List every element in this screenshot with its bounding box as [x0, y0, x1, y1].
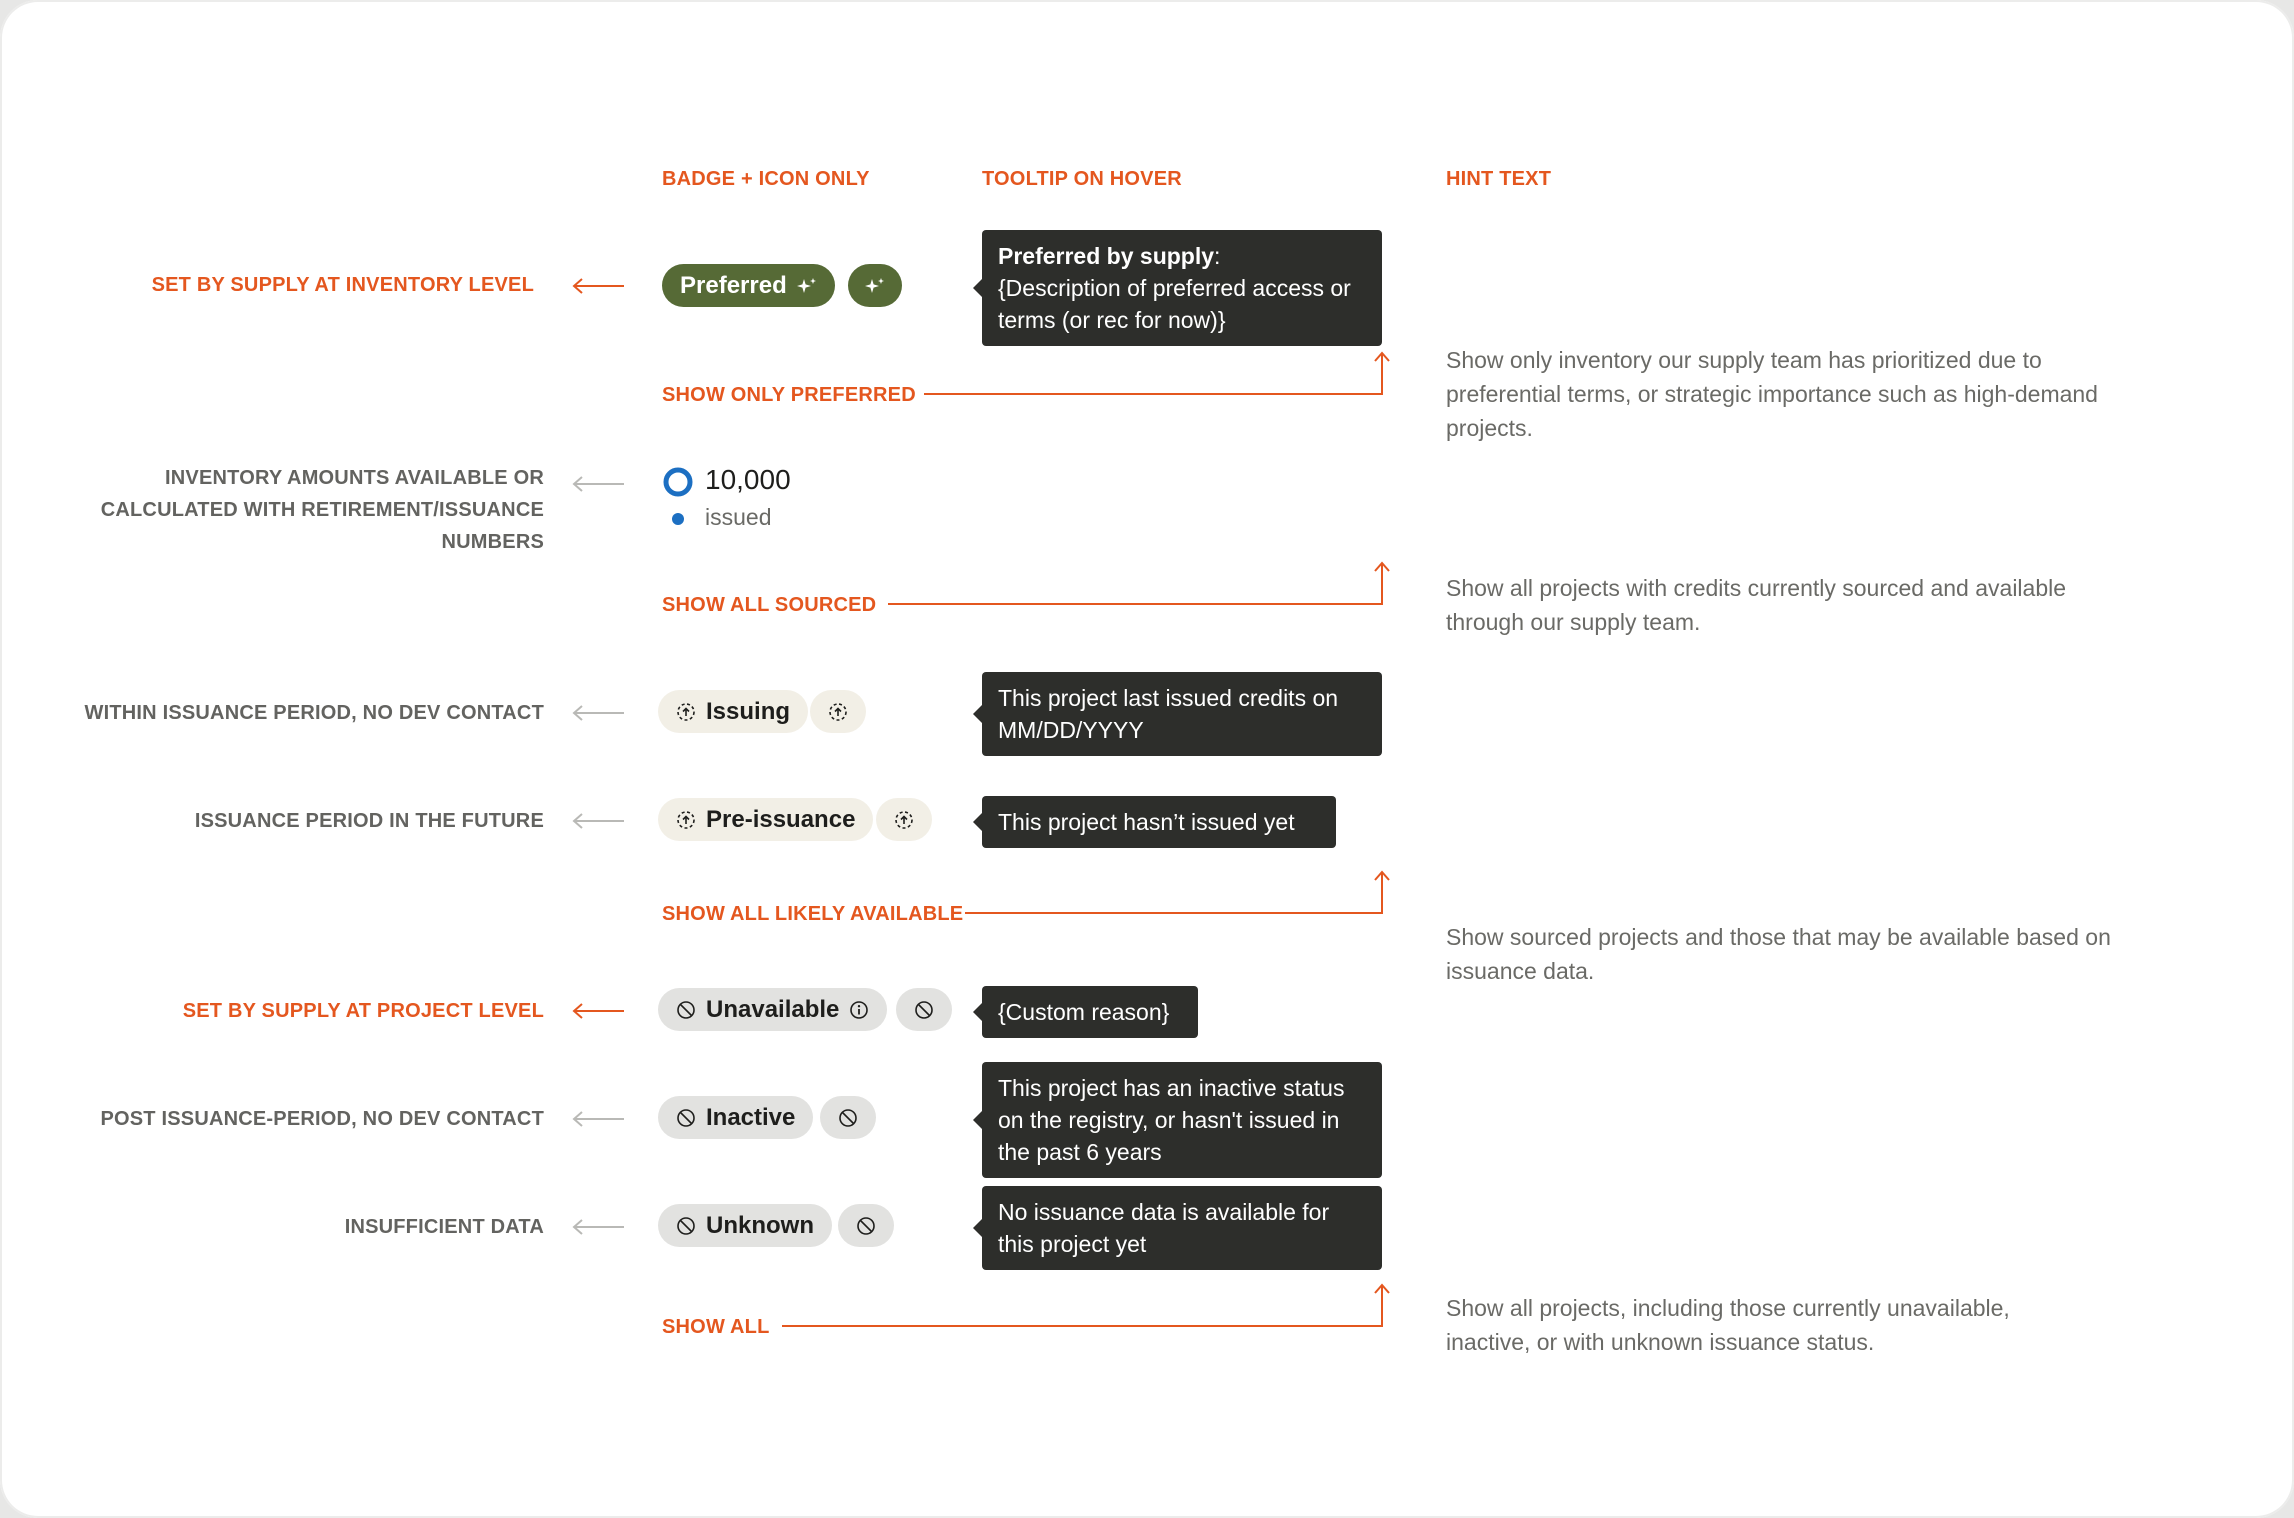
arrow-left-icon	[570, 1109, 626, 1129]
unavailable-badge[interactable]	[658, 988, 887, 1031]
slashed-circle-icon	[856, 1216, 876, 1236]
preferred-badge[interactable]	[662, 264, 835, 307]
arrow-left-icon	[570, 1217, 626, 1237]
arrow-left-icon	[570, 474, 626, 494]
issuing-badge-label: Issuing	[706, 697, 791, 725]
row-label-within-issuance: WITHIN ISSUANCE PERIOD, NO DEV CONTACT	[84, 702, 544, 724]
inactive-badge-label: Inactive	[706, 1103, 796, 1131]
tooltip-issuing: This project last issued credits on MM/DD/YYYY	[982, 672, 1382, 756]
tooltip-preferred	[982, 230, 1382, 346]
tooltip-unknown: No issuance data is available for this project yet	[982, 1186, 1382, 1270]
dashed-circle-arrow-icon	[676, 702, 696, 722]
row-label-post-issuance: POST ISSUANCE-PERIOD, NO DEV CONTACT	[100, 1108, 544, 1130]
filter-show-only-preferred: SHOW ONLY PREFERRED	[662, 384, 916, 406]
slashed-circle-icon	[676, 1216, 696, 1236]
unavailable-badge-label: Unavailable	[706, 995, 840, 1023]
unknown-icon-badge[interactable]	[838, 1204, 894, 1247]
row-label-insufficient-data: INSUFFICIENT DATA	[344, 1216, 544, 1238]
header-hint-text: HINT TEXT	[1446, 168, 1552, 190]
preferred-badge-label: Preferred	[680, 271, 787, 299]
inactive-badge[interactable]	[658, 1096, 813, 1139]
issuing-badge[interactable]	[658, 690, 808, 733]
arrow-left-icon	[570, 811, 626, 831]
connector-show-all-sourced	[888, 564, 1382, 604]
connector-show-all-likely-available	[965, 873, 1382, 913]
arrow-left-icon	[570, 276, 626, 296]
pre-issuance-badge[interactable]	[658, 798, 873, 841]
pre-issuance-badge-label: Pre-issuance	[706, 805, 856, 833]
filter-show-all: SHOW ALL	[662, 1316, 770, 1338]
slashed-circle-icon	[914, 1000, 934, 1020]
slashed-circle-icon	[838, 1108, 858, 1128]
row-label-inventory-level: SET BY SUPPLY AT INVENTORY LEVEL	[151, 274, 534, 296]
inventory-amount: 10,000	[705, 464, 791, 495]
label-line-3: NUMBERS	[441, 531, 544, 553]
pre-issuance-icon-badge[interactable]	[876, 798, 932, 841]
inactive-icon-badge[interactable]	[820, 1096, 876, 1139]
tooltip-inactive: This project has an inactive status on the registry, or hasn't issued in the past 6 years	[982, 1062, 1382, 1178]
tooltip-preferred-title: Preferred by supply	[998, 243, 1215, 269]
row-label-issuance-future: ISSUANCE PERIOD IN THE FUTURE	[194, 810, 544, 832]
label-line-2: CALCULATED WITH RETIREMENT/ISSUANCE	[100, 499, 544, 521]
row-label-inventory-amounts	[101, 462, 544, 558]
unavailable-icon-badge[interactable]	[896, 988, 952, 1031]
hint-show-all-sourced: Show all projects with credits currently sourced and available through our supply team.	[1446, 575, 2067, 635]
slashed-circle-icon	[676, 1000, 696, 1020]
connector-show-only-preferred	[924, 354, 1382, 394]
tooltip-preferred-body: {Description of preferred access or terms (or rec for now)}	[998, 275, 1351, 333]
issuing-icon-badge[interactable]	[810, 690, 866, 733]
dot-icon	[672, 513, 684, 525]
label-line-1: INVENTORY AMOUNTS AVAILABLE OR	[165, 467, 544, 489]
sparkle-icon	[797, 276, 817, 296]
ring-icon	[662, 466, 694, 498]
tooltip-unavailable: {Custom reason}	[982, 986, 1198, 1038]
filter-show-all-likely-available: SHOW ALL LIKELY AVAILABLE	[662, 903, 964, 925]
hint-show-all-likely-available: Show sourced projects and those that may be available based on issuance data.	[1446, 924, 2111, 984]
sparkle-icon	[865, 276, 885, 296]
info-icon	[849, 1000, 869, 1020]
unknown-badge-label: Unknown	[706, 1211, 814, 1239]
dashed-circle-arrow-icon	[894, 810, 914, 830]
dashed-circle-arrow-icon	[676, 810, 696, 830]
inventory-sub-label: issued	[705, 504, 772, 530]
row-label-project-level: SET BY SUPPLY AT PROJECT LEVEL	[182, 1000, 544, 1022]
slashed-circle-icon	[676, 1108, 696, 1128]
connector-show-all	[782, 1286, 1382, 1326]
filter-show-all-sourced: SHOW ALL SOURCED	[662, 594, 877, 616]
preferred-icon-badge[interactable]	[848, 264, 902, 307]
arrow-left-icon	[570, 1001, 626, 1021]
hint-show-only-preferred: Show only inventory our supply team has prioritized due to preferential terms, or strategic importance such as high-demand projects.	[1446, 347, 2098, 441]
hint-show-all: Show all projects, including those currently unavailable, inactive, or with unknown issuance status.	[1446, 1295, 2010, 1355]
dashed-circle-arrow-icon	[828, 702, 848, 722]
tooltip-preferred-sep: :	[1214, 243, 1221, 269]
arrow-left-icon	[570, 703, 626, 723]
header-badge-icon-only: BADGE + ICON ONLY	[662, 168, 870, 190]
unknown-badge[interactable]	[658, 1204, 832, 1247]
tooltip-pre-issuance: This project hasn’t issued yet	[982, 796, 1336, 848]
header-tooltip-on-hover: TOOLTIP ON HOVER	[982, 168, 1182, 190]
